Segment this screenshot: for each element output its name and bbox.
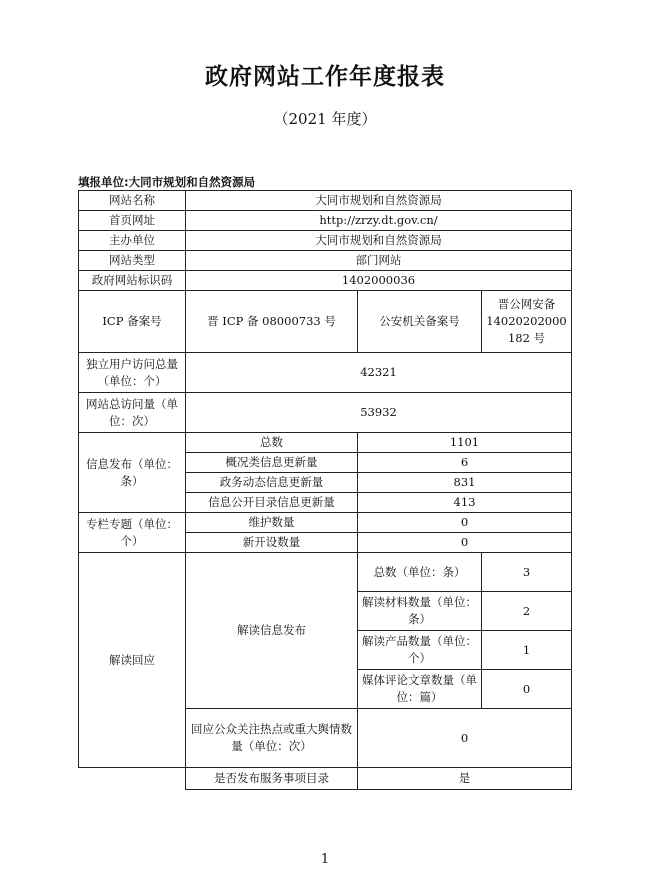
site-id-label: 政府网站标识码 xyxy=(79,271,186,291)
report-year: （2021 年度） xyxy=(273,110,377,128)
table-row xyxy=(79,291,572,353)
column-topics-item-value: 0 xyxy=(358,533,572,553)
site-id-value: 1402000036 xyxy=(186,271,572,291)
site-type-value: 部门网站 xyxy=(186,251,572,271)
service-directory-value: 是 xyxy=(358,768,572,790)
police-record-label: 公安机关备案号 xyxy=(358,291,482,353)
table-row xyxy=(79,353,572,393)
home-url-label: 首页网址 xyxy=(79,211,186,231)
column-topics-item-label: 新开设数量 xyxy=(186,533,358,553)
table-row xyxy=(79,251,572,271)
info-publish-item-label: 总数 xyxy=(186,433,358,453)
info-publish-item-label: 政务动态信息更新量 xyxy=(186,473,358,493)
page-number: 1 xyxy=(320,852,330,867)
total-visits-label: 网站总访问量（单位：次） xyxy=(79,393,186,433)
table-row xyxy=(79,191,572,211)
response-value: 0 xyxy=(358,709,572,768)
info-publish-item-label: 信息公开目录信息更新量 xyxy=(186,493,358,513)
table-row xyxy=(79,231,572,251)
service-directory-label: 是否发布服务事项目录 xyxy=(186,768,358,790)
interpret-publish-label: 解读信息发布 xyxy=(186,553,358,709)
table-row xyxy=(79,211,572,231)
total-visits-value: 53932 xyxy=(186,393,572,433)
table-row xyxy=(79,768,572,790)
table-row xyxy=(79,513,572,533)
report-table xyxy=(78,190,572,790)
info-publish-item-value: 831 xyxy=(358,473,572,493)
interpret-item-label: 媒体评论文章数量（单位：篇） xyxy=(358,670,482,709)
interpret-item-value: 1 xyxy=(482,631,572,670)
info-publish-item-value: 1101 xyxy=(358,433,572,453)
table-row xyxy=(79,393,572,433)
column-topics-item-value: 0 xyxy=(358,513,572,533)
home-url-value: http://zrzy.dt.gov.cn/ xyxy=(186,211,572,231)
police-record-value: 晋公网安备 14020202000 182 号 xyxy=(482,291,572,353)
icp-value: 晋 ICP 备 08000733 号 xyxy=(186,291,358,353)
site-name-label: 网站名称 xyxy=(79,191,186,211)
table-row xyxy=(79,553,572,592)
interpret-item-value: 2 xyxy=(482,592,572,631)
table-row xyxy=(79,271,572,291)
site-name-value: 大同市规划和自然资源局 xyxy=(186,191,572,211)
info-publish-item-value: 413 xyxy=(358,493,572,513)
unique-visitors-label: 独立用户访问总量（单位：个） xyxy=(79,353,186,393)
sponsor-value: 大同市规划和自然资源局 xyxy=(186,231,572,251)
response-label: 回应公众关注热点或重大舆情数量（单位：次） xyxy=(186,709,358,768)
table-row xyxy=(79,433,572,453)
info-publish-label: 信息发布（单位：条） xyxy=(79,433,186,513)
sponsor-label: 主办单位 xyxy=(79,231,186,251)
info-publish-item-value: 6 xyxy=(358,453,572,473)
interpret-item-value: 0 xyxy=(482,670,572,709)
info-publish-item-label: 概况类信息更新量 xyxy=(186,453,358,473)
interpret-item-value: 3 xyxy=(482,553,572,592)
column-topics-item-label: 维护数量 xyxy=(186,513,358,533)
page-title: 政府网站工作年度报表 xyxy=(205,64,445,90)
unique-visitors-value: 42321 xyxy=(186,353,572,393)
interpret-label: 解读回应 xyxy=(79,553,186,768)
interpret-item-label: 解读产品数量（单位：个） xyxy=(358,631,482,670)
site-type-label: 网站类型 xyxy=(79,251,186,271)
reporting-unit: 填报单位:大同市规划和自然资源局 xyxy=(78,175,256,189)
column-topics-label: 专栏专题（单位：个） xyxy=(79,513,186,553)
interpret-item-label: 解读材料数量（单位：条） xyxy=(358,592,482,631)
icp-label: ICP 备案号 xyxy=(79,291,186,353)
interpret-item-label: 总数（单位：条） xyxy=(358,553,482,592)
